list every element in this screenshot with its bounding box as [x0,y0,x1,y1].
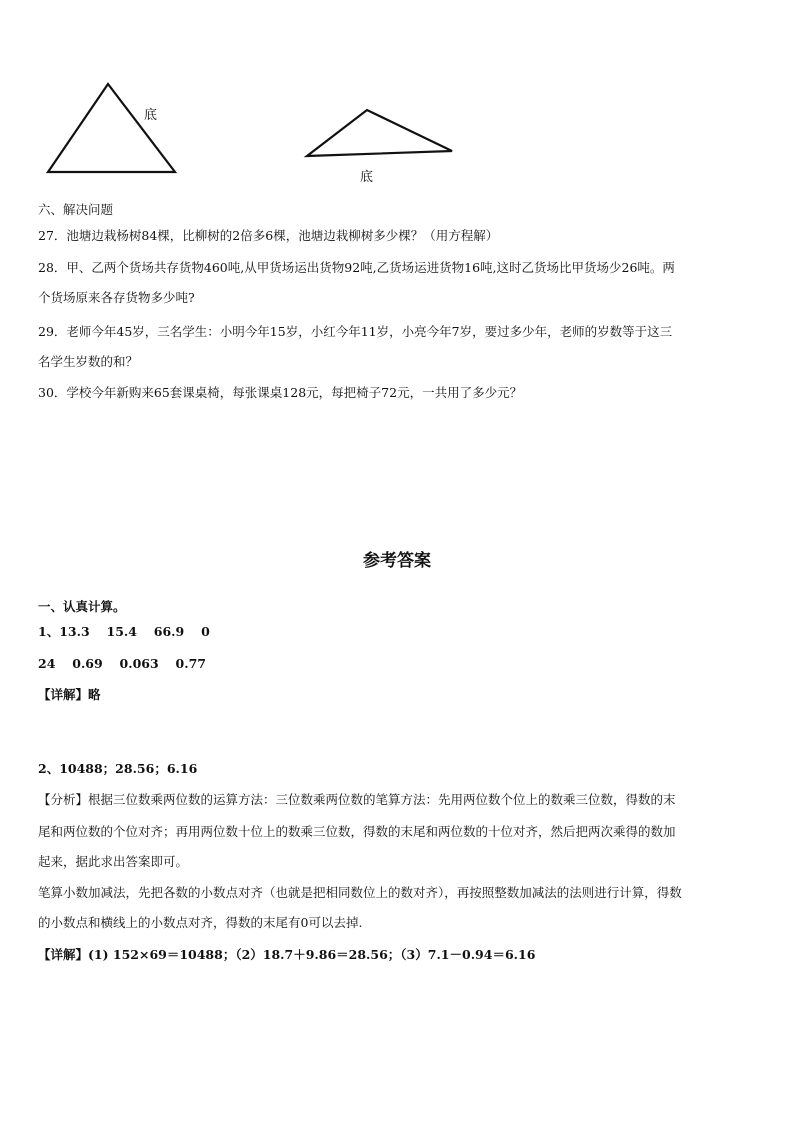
answer-2-analysis-line-3: 起来，据此求出答案即可。 [38,854,189,869]
triangle-2-base-label: 底 [360,170,374,185]
triangle-figures [0,0,794,200]
answer-2-analysis-line-4: 笔算小数加减法，先把各数的小数点对齐（也就是把相同数位上的数对齐），再按照整数加减法的法则进行计算，得数 [38,885,682,900]
answer-1-detail: 【详解】略 [38,687,101,702]
question-29-line-2: 名学生岁数的和？ [38,354,139,369]
answer-2-detail: 【详解】(1) 152×69＝10488；（2）18.7＋9.86＝28.56；（3）7.1－0.94＝6.16 [38,947,536,962]
triangle-1 [48,84,175,172]
question-28-line-2: 个货场原来各存货物多少吨? [38,290,195,305]
triangle-2 [307,110,452,156]
answers-section-1-heading: 一、认真计算。 [38,599,126,614]
question-30: 30．学校今年新购来65套课桌椅，每张课桌128元，每把椅子72元，一共用了多少元？ [38,385,523,400]
answer-1-line-1: 1、13.3 15.4 66.9 0 [38,624,210,639]
answer-2-analysis-line-5: 的小数点和横线上的小数点对齐，得数的末尾有0可以去掉. [38,915,363,930]
question-29-line-1: 29．老师今年45岁，三名学生：小明今年15岁，小红今年11岁，小亮今年7岁，要过多少年，老师的岁数等于这三 [38,324,673,339]
answer-key-title: 参考答案 [363,551,431,571]
triangle-1-base-label: 底 [144,108,158,123]
section-6-heading: 六、解决问题 [38,202,114,217]
answer-2-analysis-line-2: 尾和两位数的个位对齐；再用两位数十位上的数乘三位数，得数的末尾和两位数的十位对齐，然后把两次乘得的数加 [38,824,676,839]
answer-1-line-2: 24 0.69 0.063 0.77 [38,656,206,671]
question-27: 27．池塘边栽杨树84棵，比柳树的2倍多6棵，池塘边栽柳树多少棵？（用方程解） [38,228,499,243]
answer-2-line: 2、10488；28.56；6.16 [38,761,198,776]
question-28-line-1: 28．甲、乙两个货场共存货物460吨,从甲货场运出货物92吨,乙货场运进货物16吨,这时乙货场比甲货场少26吨。两 [38,260,675,275]
answer-2-analysis-line-1: 【分析】根据三位数乘两位数的运算方法：三位数乘两位数的笔算方法：先用两位数个位上的数乘三位数，得数的末 [38,792,676,807]
